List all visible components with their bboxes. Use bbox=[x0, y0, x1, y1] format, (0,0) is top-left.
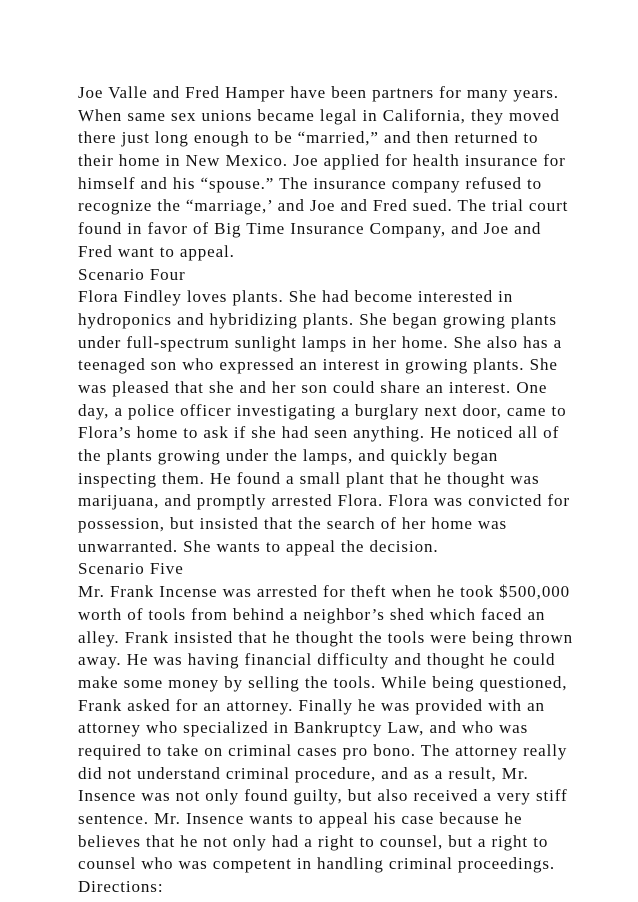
text-line: Frank asked for an attorney. Finally he was provided with an bbox=[78, 695, 545, 715]
scenario-heading: Scenario Four bbox=[78, 264, 186, 284]
text-line: did not understand criminal procedure, and as a result, Mr. bbox=[78, 763, 529, 783]
text-line: unwarranted. She wants to appeal the decision. bbox=[78, 536, 439, 556]
text-line: under full-spectrum sunlight lamps in her home. She also has a bbox=[78, 332, 563, 352]
text-line: was pleased that she and her son could share an interest. One bbox=[78, 377, 548, 397]
text-line: alley. Frank insisted that he thought the tools were being thrown bbox=[78, 627, 574, 647]
text-line: recognize the “marriage,’ and Joe and Fred sued. The trial court bbox=[78, 196, 569, 216]
text-line: their home in New Mexico. Joe applied for health insurance for bbox=[78, 151, 566, 171]
scenario-heading: Scenario Five bbox=[78, 559, 184, 579]
text-line: Insence was not only found guilty, but also received a very stiff bbox=[78, 786, 568, 806]
text-line: hydroponics and hybridizing plants. She began growing plants bbox=[78, 309, 557, 329]
text-line: marijuana, and promptly arrested Flora. Flora was convicted for bbox=[78, 491, 570, 511]
text-line: Joe Valle and Fred Hamper have been partners for many years. bbox=[78, 83, 559, 102]
text-line: inspecting them. He found a small plant that he thought was bbox=[78, 468, 540, 488]
text-line: When same sex unions became legal in California, they moved bbox=[78, 105, 560, 125]
text-line: possession, but insisted that the search of her home was bbox=[78, 514, 508, 534]
text-line: there just long enough to be “married,” and then returned to bbox=[78, 128, 539, 148]
text-line: believes that he not only had a right to counsel, but a right to bbox=[78, 831, 549, 851]
text-line: make some money by selling the tools. While being questioned, bbox=[78, 672, 568, 692]
text-line: Fred want to appeal. bbox=[78, 241, 235, 261]
text-line: himself and his “spouse.” The insurance company refused to bbox=[78, 173, 543, 193]
document-body-text bbox=[78, 82, 578, 899]
text-line: the plants growing under the lamps, and quickly began bbox=[78, 446, 499, 465]
text-line: day, a police officer investigating a burglary next door, came to bbox=[78, 400, 567, 420]
text-line: attorney who specialized in Bankruptcy Law, and who was bbox=[78, 718, 529, 738]
text-line: teenaged son who expressed an interest in growing plants. She bbox=[78, 355, 558, 375]
text-line: Flora Findley loves plants. She had become interested in bbox=[78, 287, 514, 307]
text-line: Flora’s home to ask if she had seen anything. He noticed all of bbox=[78, 423, 560, 443]
text-line: away. He was having financial difficulty and thought he could bbox=[78, 650, 556, 670]
text-line: worth of tools from behind a neighbor’s shed which faced an bbox=[78, 604, 546, 624]
text-line: sentence. Mr. Insence wants to appeal his case because he bbox=[78, 809, 523, 828]
text-line: Mr. Frank Incense was arrested for theft when he took $500,000 bbox=[78, 582, 571, 602]
text-line: required to take on criminal cases pro bono. The attorney really bbox=[78, 740, 568, 760]
text-line: counsel who was competent in handling criminal proceedings. bbox=[78, 854, 556, 874]
directions-heading: Directions: bbox=[78, 877, 164, 897]
text-line: found in favor of Big Time Insurance Company, and Joe and bbox=[78, 219, 542, 239]
